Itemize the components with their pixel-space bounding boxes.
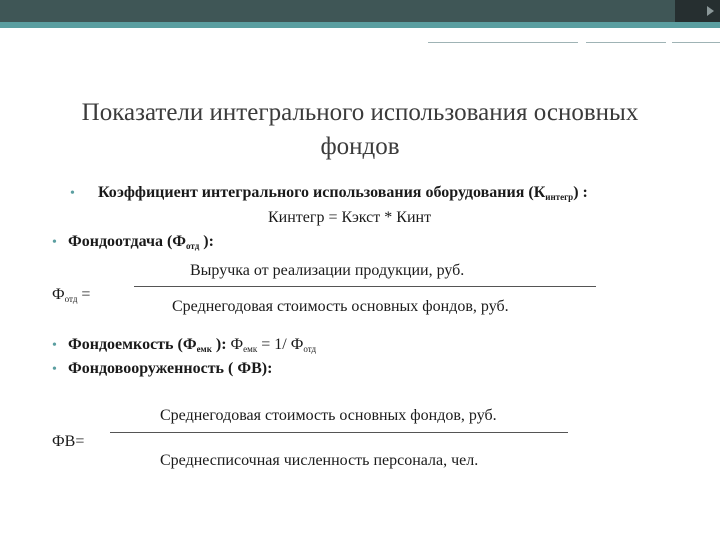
fv-denominator: Среднесписочная численность персонала, чел. [160,452,479,469]
fo-denominator: Среднегодовая стоимость основных фондов, руб. [172,298,509,315]
k-int-formula: Кинтегр = Кэкст * Кинт [268,209,432,226]
decor-line [586,42,666,43]
fondoemkost-formula-main: Ф [230,336,244,353]
fondoemkost-formula-mid: = 1/ Ф [257,336,304,353]
fo-lhs-main: Ф [52,286,65,303]
k-int-label-end: ) : [573,184,588,201]
top-bar [0,0,720,22]
bullet-icon: • [52,338,57,353]
decor-line [672,42,720,43]
fo-numerator: Выручка от реализации продукции, руб. [190,262,465,279]
fo-lhs-end: = [77,286,91,303]
fondoemkost-label-end: ): [211,336,231,353]
k-int-label-sub: интегр [545,192,574,202]
decor-line [428,42,578,43]
fondoemkost-formula-sub: емк [243,344,258,354]
fondootdacha-label-end: ): [199,233,214,250]
fo-fraction-line [134,286,596,287]
fv-fraction-line [110,432,568,433]
bullet-icon: • [70,186,75,201]
slide-title: Показатели интегрального использования основных фондов [81,99,639,160]
bullet-icon: • [52,362,57,377]
fv-lhs: ФВ= [52,433,85,450]
accent-strip [0,22,720,28]
fondoemkost-label-main: Фондоемкость (Ф [68,336,197,353]
fondoemkost-formula-sub2: отд [303,344,317,354]
fv-numerator: Среднегодовая стоимость основных фондов, руб. [160,407,497,424]
fo-lhs [52,286,90,304]
fondoemkost-line [68,336,316,354]
fondootdacha-label [68,233,214,251]
k-int-label [98,184,588,202]
fondootdacha-label-main: Фондоотдача (Ф [68,233,187,250]
fondootdacha-label-sub: отд [186,241,200,251]
k-int-label-main: Коэффициент интегрального использования оборудования (К [98,184,546,201]
bullet-icon: • [52,235,57,250]
fo-lhs-sub: отд [64,294,78,304]
fondovooruzh-label: Фондовооруженность ( ФВ): [68,360,273,377]
corner-arrow-icon [707,6,714,16]
fondoemkost-label-sub: емк [196,344,212,354]
